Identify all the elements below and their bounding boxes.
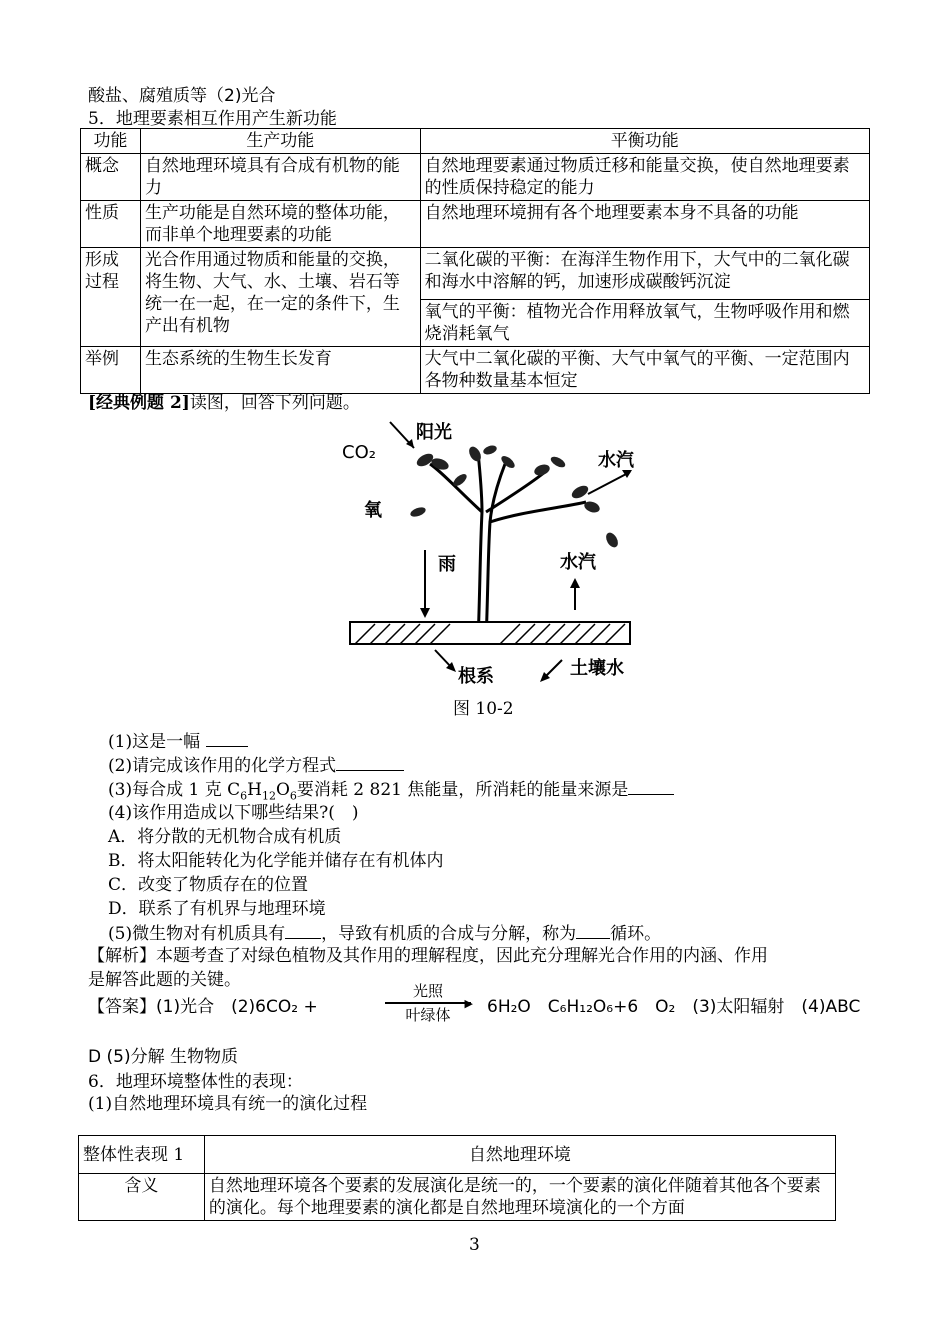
question-3-text-a: (3)每合成 1 克 C [108,780,241,800]
answer-part-1: (1)光合 (2)6CO₂ + [156,997,318,1017]
cell-prod-example: 生态系统的生物生长发育 [140,347,420,394]
question-5 [108,922,661,945]
arrow-head: ▶ [464,997,473,1010]
continuation-line: 酸盐、腐殖质等（2)光合 [88,86,276,106]
analysis [88,944,768,968]
question-5-text-b: ，导致有机质的合成与分解，称为 [321,924,577,944]
question-1 [108,730,248,753]
vapor-arrowhead-up [570,578,580,588]
table2-header-2: 自然地理环境 [204,1136,835,1174]
label-rain: 雨 [438,554,456,575]
label-vapor-top: 水汽 [598,450,634,471]
tree-trunk [430,452,586,642]
option-d: D．联系了有机界与地理环境 [108,899,326,919]
question-2 [108,754,404,777]
table2-header-1: 整体性表现 1 [79,1136,205,1174]
row-label-process: 形成过程 [81,248,141,347]
question-5-text-c: 循环。 [610,924,662,944]
arrow-condition-top: 光照 [412,982,443,1000]
label-vapor-mid: 水汽 [560,552,596,573]
answer-part-2: 6H₂O C₆H₁₂O₆+6 O₂ (3)太阳辐射 (4)ABC [487,997,861,1017]
answer-tag: 【答案】 [88,997,156,1017]
answer-blank-3 [628,778,674,795]
question-5-text-a: (5)微生物对有机质具有 [108,924,286,944]
analysis-line-2: 是解答此题的关键。 [88,970,241,990]
row-label-concept: 概念 [81,154,141,201]
table-header-function: 功能 [81,129,141,154]
example-prompt: 读图，回答下列问题。 [189,393,360,413]
label-soil-water: 土壤水 [570,658,624,679]
question-3-text-b: 要消耗 2 821 焦能量，所消耗的能量来源是 [296,780,629,800]
page-number: 3 [469,1235,480,1255]
table-header-production: 生产功能 [140,129,420,154]
row-label-example: 举例 [81,347,141,394]
label-roots: 根系 [458,666,494,687]
arrow-line [385,997,473,1010]
section-6-sub1: (1)自然地理环境具有统一的演化过程 [88,1094,368,1114]
answer-line-2: D (5)分解 生物物质 [88,1047,238,1067]
option-b: B．将太阳能转化为化学能并储存在有机体内 [108,851,444,871]
cell-bal-nature: 自然地理环境拥有各个地理要素本身不具备的功能 [420,201,869,248]
answer-blank-2 [336,754,404,771]
label-sunlight: 阳光 [416,422,452,443]
row-label-nature: 性质 [81,201,141,248]
function-table [80,128,870,394]
vapor-arrow-top [588,472,630,494]
table2-row-label: 含义 [79,1174,205,1221]
label-co2: CO₂ [342,442,376,463]
option-c: C．改变了物质存在的位置 [108,875,309,895]
cell-prod-concept: 自然地理环境具有合成有机物的能力 [140,154,420,201]
photosynthesis-diagram [330,412,650,692]
question-4: (4)该作用造成以下哪些结果?( ) [108,803,359,823]
cell-bal-co2: 二氧化碳的平衡：在海洋生物作用下，大气中的二氧化碳和海水中溶解的钙，加速形成碳酸钙沉淀 [420,248,869,300]
cell-bal-concept: 自然地理要素通过物质迁移和能量交换，使自然地理要素的性质保持稳定的能力 [420,154,869,201]
cell-bal-example: 大气中二氧化碳的平衡、大气中氧气的平衡、一定范围内各物种数量基本恒定 [420,347,869,394]
answer-blank-1 [206,730,248,747]
table2-row-text: 自然地理环境各个要素的发展演化是统一的，一个要素的演化伴随着其他各个要素的演化。每个地理要素的演化都是自然地理环境演化的一个方面 [204,1174,835,1221]
analysis-text-1: 本题考查了对绿色植物及其作用的理解程度，因此充分理解光合作用的内涵、作用 [156,946,768,966]
cell-prod-process: 光合作用通过物质和能量的交换，将生物、大气、水、土壤、岩石等统一在一起，在一定的条件下，生产出有机物 [140,248,420,347]
section-6-title: 6．地理环境整体性的表现： [88,1072,303,1092]
reaction-arrow [385,982,471,1030]
question-1-text: (1)这是一幅 [108,732,201,752]
option-a: A．将分散的无机物合成有机质 [108,827,342,847]
table-header-balance: 平衡功能 [420,129,869,154]
answer-blank-5b [576,922,610,939]
integrity-table [78,1135,836,1221]
vapor-arrowhead-top [622,470,632,478]
question-3: (3)每合成 1 克 $C_6H_{12}O_6$要消耗 2 821 焦能量，所消耗的能量来源是 [108,778,674,807]
question-2-text: (2)请完成该作用的化学方程式 [108,756,337,776]
rain-arrowhead [420,608,430,618]
soil-layer [350,622,630,644]
figure-caption: 图 10-2 [453,699,514,719]
answer-line-1 [88,995,318,1019]
section-5-title: 5．地理要素相互作用产生新功能 [88,109,337,129]
example-tag: [经典例题 2] [88,393,190,413]
arrow-condition-bottom: 叶绿体 [405,1006,451,1024]
cell-prod-nature: 生产功能是自然环境的整体功能，而非单个地理要素的功能 [140,201,420,248]
tree-leaves [409,444,620,550]
cell-bal-o2: 氧气的平衡：植物光合作用释放氧气，生物呼吸作用和燃烧消耗氧气 [420,300,869,347]
example-header [88,392,360,414]
analysis-tag: 【解析】 [88,946,156,966]
label-oxygen: 氧 [364,500,382,521]
answer-blank-5a [285,922,321,939]
